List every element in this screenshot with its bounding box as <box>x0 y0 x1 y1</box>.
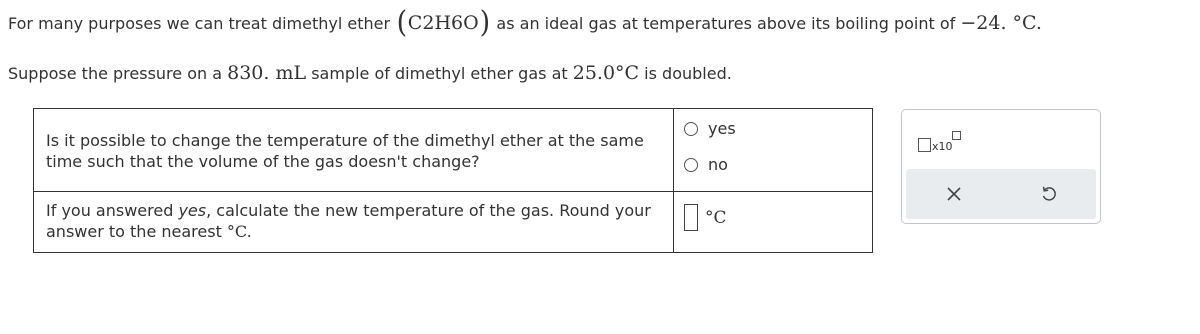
superscript-x10-icon[interactable] <box>918 131 958 155</box>
temperature-input[interactable] <box>684 204 698 231</box>
formula-o: O <box>463 12 479 34</box>
question1-text: Is it possible to change the temperature of the dimethyl ether at the same time such that the volume of the gas doesn't change? <box>34 109 674 192</box>
option-no[interactable] <box>684 155 872 174</box>
boiling-point: −24. °C. <box>960 12 1042 34</box>
chemical-formula: ( C 2 H 6 O ) <box>396 5 490 40</box>
radio-no[interactable] <box>684 158 698 172</box>
undo-icon[interactable] <box>1035 180 1063 208</box>
unit-label: °C <box>705 207 727 228</box>
option-yes-label: yes <box>708 119 736 138</box>
tools-action-bar <box>906 169 1096 219</box>
formula-h: H <box>434 12 452 34</box>
problem-statement-line1 <box>8 5 1042 40</box>
option-yes[interactable] <box>684 119 872 138</box>
question-table <box>33 108 873 253</box>
x10-label: x10 <box>932 140 953 153</box>
radio-yes[interactable] <box>684 122 698 136</box>
temperature-value: 25.0°C <box>572 62 640 84</box>
question-row-2 <box>34 192 873 253</box>
option-no-label: no <box>708 155 728 174</box>
question1-answer <box>674 109 873 192</box>
intro-text: For many purposes we can treat dimethyl ether <box>8 13 391 33</box>
intro-text-post: as an ideal gas at temperatures above its boiling point of <box>496 13 956 33</box>
clear-x-icon[interactable] <box>940 180 968 208</box>
question2-text: If you answered yes, calculate the new temperature of the gas. Round your answer to the nearest °C. <box>34 192 674 253</box>
math-tools-panel <box>901 109 1101 224</box>
formula-c: C <box>407 12 423 34</box>
question2-answer <box>674 192 873 253</box>
problem-statement-line2: Suppose the pressure on a 830. mL sample of dimethyl ether gas at 25.0°C is doubled. <box>8 62 732 84</box>
volume-value: 830. mL <box>227 62 307 84</box>
question-row-1 <box>34 109 873 192</box>
